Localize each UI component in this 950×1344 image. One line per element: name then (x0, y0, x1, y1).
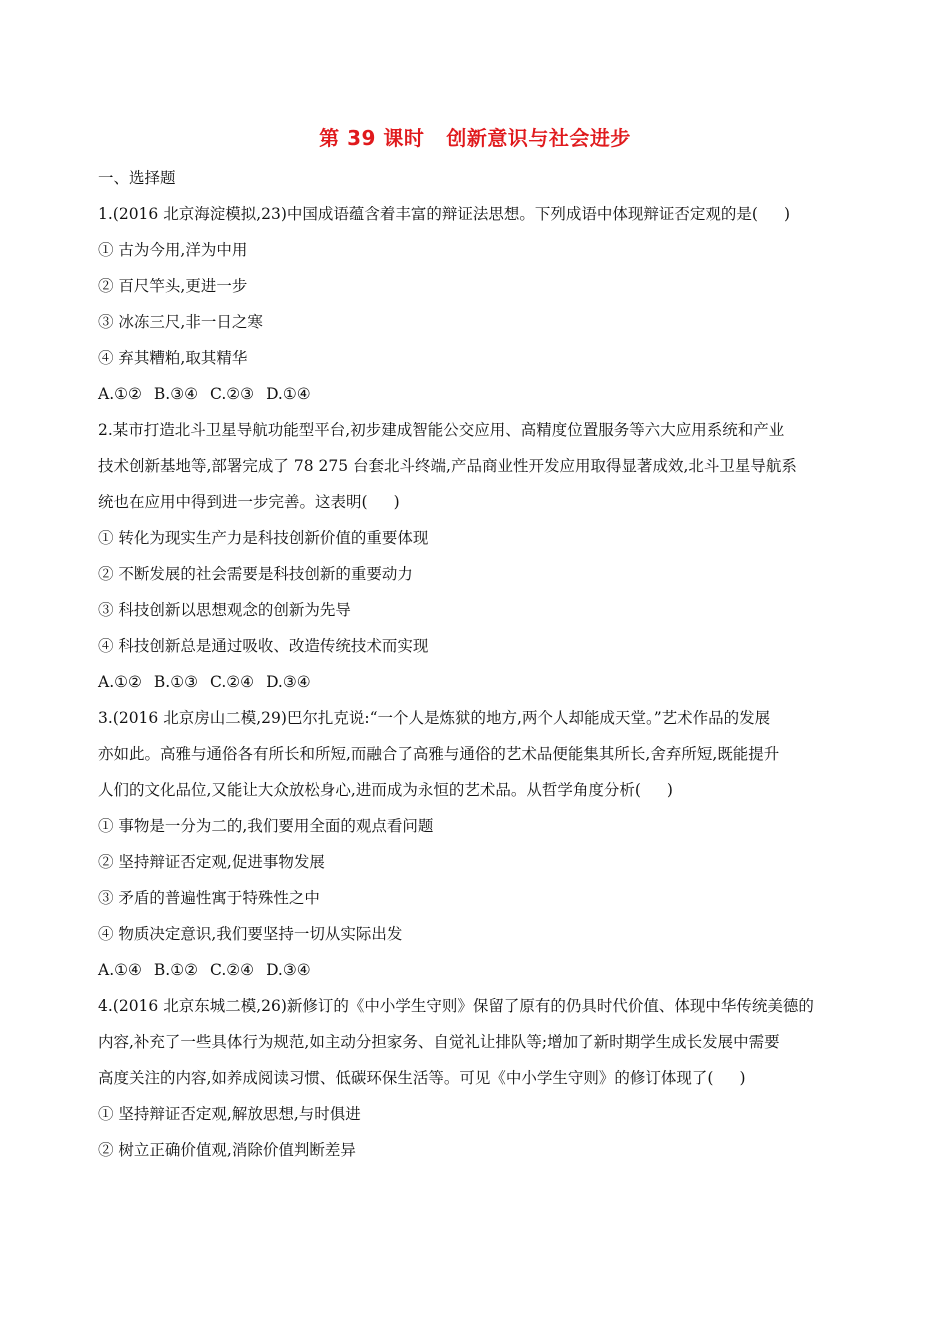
question-2-item: ③ 科技创新以思想观念的创新为先导 (98, 601, 351, 619)
question-3-item: ④ 物质决定意识,我们要坚持一切从实际出发 (98, 925, 403, 943)
question-4-item: ① 坚持辩证否定观,解放思想,与时俱进 (98, 1105, 361, 1123)
question-1-stem-text: 1.(2016 北京海淀模拟,23)中国成语蕴含着丰富的辩证法思想。下列成语中体现辩证否定观的是( (98, 205, 758, 223)
option-a: A.①② (98, 673, 142, 691)
question-1-item: ④ 弃其糟粕,取其精华 (98, 349, 248, 367)
option-b: B.①② (153, 961, 199, 979)
question-4-stem-text: 高度关注的内容,如养成阅读习惯、低碳环保生活等。可见《中小学生守则》的修订体现了( (98, 1069, 714, 1087)
section-heading: 一、选择题 (98, 169, 176, 187)
option-a: A.①② (98, 385, 142, 403)
option-b: B.③④ (153, 385, 199, 403)
question-3-close-paren: ) (666, 781, 673, 799)
question-2-stem-line: 2.某市打造北斗卫星导航功能型平台,初步建成智能公交应用、高精度位置服务等六大应用系统和产业 (98, 421, 785, 439)
question-2-stem-line: 技术创新基地等,部署完成了 78 275 台套北斗终端,产品商业性开发应用取得显著成效,北斗卫星导航系 (98, 457, 797, 475)
question-1-item: ③ 冰冻三尺,非一日之寒 (98, 313, 263, 331)
option-d: D.③④ (266, 673, 311, 691)
question-2-item: ① 转化为现实生产力是科技创新价值的重要体现 (98, 529, 429, 547)
question-3-item: ② 坚持辩证否定观,促进事物发展 (98, 853, 325, 871)
question-list (98, 160, 858, 1168)
option-a: A.①④ (98, 961, 142, 979)
question-2-item: ② 不断发展的社会需要是科技创新的重要动力 (98, 565, 413, 583)
lesson-topic: 创新意识与社会进步 (446, 126, 631, 150)
lesson-number: 第 39 课时 (319, 126, 425, 150)
question-3-options (98, 952, 858, 988)
question-4-item: ② 树立正确价值观,消除价值判断差异 (98, 1141, 356, 1159)
question-3-item: ③ 矛盾的普遍性寓于特殊性之中 (98, 889, 320, 907)
question-3-stem-line: 3.(2016 北京房山二模,29)巴尔扎克说:“一个人是炼狱的地方,两个人却能成天堂。”艺术作品的发展 (98, 709, 771, 727)
question-2-item: ④ 科技创新总是通过吸收、改造传统技术而实现 (98, 637, 429, 655)
option-d: D.③④ (266, 961, 311, 979)
question-3-item: ① 事物是一分为二的,我们要用全面的观点看问题 (98, 817, 434, 835)
option-c: C.②③ (210, 385, 255, 403)
question-1-options (98, 376, 858, 412)
question-2-close-paren: ) (393, 493, 400, 511)
option-c: C.②④ (210, 673, 255, 691)
question-4-stem-line (98, 1060, 858, 1096)
page-title (0, 122, 950, 151)
question-1-close-paren: ) (783, 205, 791, 223)
question-1-stem (98, 196, 858, 232)
option-d: D.①④ (266, 385, 311, 403)
question-4-stem-line: 内容,补充了一些具体行为规范,如主动分担家务、自觉礼让排队等;增加了新时期学生成长发展中需要 (98, 1033, 780, 1051)
question-3-stem-text: 人们的文化品位,又能让大众放松身心,进而成为永恒的艺术品。从哲学角度分析( (98, 781, 641, 799)
question-2-stem-text: 统也在应用中得到进一步完善。这表明( (98, 493, 368, 511)
question-1-item: ② 百尺竿头,更进一步 (98, 277, 248, 295)
question-4-close-paren: ) (739, 1069, 746, 1087)
question-2-options (98, 664, 858, 700)
question-3-stem-line: 亦如此。高雅与通俗各有所长和所短,而融合了高雅与通俗的艺术品便能集其所长,舍弃所短,既能提升 (98, 745, 780, 763)
option-b: B.①③ (153, 673, 199, 691)
option-c: C.②④ (210, 961, 255, 979)
question-4-stem-line: 4.(2016 北京东城二模,26)新修订的《中小学生守则》保留了原有的仍具时代价值、体现中华传统美德的 (98, 997, 814, 1015)
question-1-item: ① 古为今用,洋为中用 (98, 241, 248, 259)
question-2-stem-line (98, 484, 858, 520)
question-3-stem-line (98, 772, 858, 808)
